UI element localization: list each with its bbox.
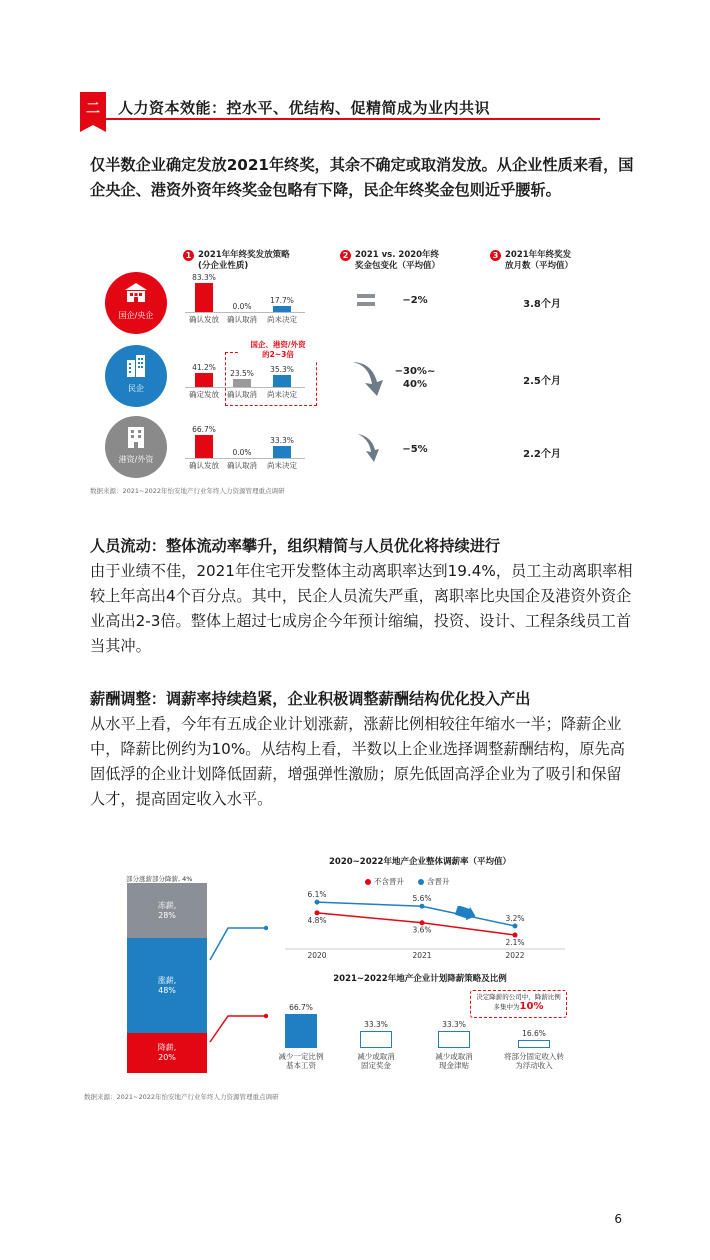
strategy-bar [195,283,213,312]
line-point [513,933,518,938]
col1-header [183,250,323,272]
circle-private-label: 民企 [128,384,144,393]
change-private: −30%~ 40% [394,366,436,390]
strategy-bar-value: 17.7% [270,295,294,305]
line-point [315,900,320,905]
months-soe: 3.8个月 [523,299,561,310]
legend-red-label: 不含晋升 [374,877,404,886]
legend-red-dot [365,879,371,885]
big-down-arrow-icon [350,358,386,398]
source-note-2: 数据来源：2021~2022年怡安地产行业年终人力资源管理重点调研 [84,1093,279,1101]
cut-callout-text: 决定降薪的公司中，降薪比例 多集中为 [476,993,561,1011]
strategy-bar [233,379,251,387]
stack-segment-label: 涨薪, 48% [157,975,177,995]
salary-heading: 薪酬调整：调薪率持续趋紧，企业积极调整薪酬结构优化投入产出 [90,690,531,708]
line-point-label: 5.6% [412,894,432,904]
strategy-bar-value: 66.7% [192,424,216,434]
row-baseline [185,312,305,313]
stack-segment-label: 降薪, 20% [157,1043,177,1063]
cut-bar [360,1031,392,1048]
line-chart-title: 2020~2022年地产企业整体调薪率（平均值） [329,857,511,867]
col3-number: 3 [490,250,501,261]
circle-foreign-label: 港资/外资 [118,455,154,464]
change-soe: −2% [402,295,428,306]
col2-number: 2 [340,250,351,261]
strategy-bar-value: 41.2% [192,362,216,372]
strategy-bar-value: 0.0% [232,302,252,311]
strategy-bar-value: 0.0% [232,448,252,457]
strategy-bar [273,446,291,458]
strategy-bar [273,375,291,387]
cut-bar-value: 33.3% [442,1020,466,1030]
circle-soe [105,272,167,334]
strategy-bar-label: 尚未决定 [267,461,297,470]
strategy-bar-label: 尚未决定 [267,390,297,399]
skyscraper-icon [124,425,148,449]
line-point-label: 3.2% [505,914,525,923]
col2-title: 2021 vs. 2020年终 奖金包变化（平均值） [355,250,441,271]
line-point [420,904,425,909]
col1-number: 1 [183,250,194,261]
connector-lines [208,920,268,1050]
strategy-bar [195,435,213,458]
circle-private [105,345,167,407]
strategy-bar-label: 确定发放 [189,390,219,399]
strategy-bar-value: 23.5% [230,368,254,378]
section-title: 人力资本效能：控水平、优结构、促精简成为业内共识 [118,99,491,117]
page-number: 6 [614,1212,622,1226]
line-point-label: 2.1% [505,938,525,948]
x-tick-label: 2021 [412,951,432,960]
strategy-bar [273,306,291,312]
strategy-bar-value: 33.3% [270,436,294,446]
cut-bar-label: 将部分固定收入转 为浮动收入 [504,1052,564,1070]
callout-text: 国企、港资/外资 的2~3倍 [238,340,318,360]
line-point [513,924,518,929]
line-point-label: 3.6% [412,925,432,935]
section-title-underline [80,118,600,120]
cut-bar-label: 减少一定比例 基本工资 [278,1052,324,1070]
x-tick-label: 2020 [307,951,327,960]
cut-bar-value: 16.6% [522,1028,546,1038]
source-note-1: 数据来源：2021~2022年怡安地产行业年终人力资源管理重点调研 [90,487,285,495]
salary-line-chart [265,890,585,960]
cut-bar [438,1031,470,1048]
circle-foreign [105,416,167,478]
row-baseline [185,387,305,388]
cut-callout [470,990,567,1018]
strategy-bar-label: 确认取消 [227,390,257,399]
legend-blue-label: 含晋升 [427,877,450,886]
strategy-bar-label: 确认取消 [227,461,257,470]
stack-segment-label: 冻薪, 28% [157,900,177,920]
line-legend [365,876,450,887]
stack-note: 部分涨薪部分降薪, 4% [126,875,193,883]
salary-paragraph: 从水平上看，今年有五成企业计划涨薪，涨薪比例相较往年缩水一半；降薪企业中，降薪比例约为10%。从结构上看，半数以上企业选择调整薪酬结构，原先高固低浮的企业计划降低固薪，增强弹性激励；原先低固高浮企业为了吸引和保留人才，提高固定收入水平。 [90,715,625,808]
cut-bar-value: 33.3% [364,1020,388,1030]
strategy-bar-label: 确认取消 [227,315,257,324]
x-tick-label: 2022 [505,951,525,960]
cut-chart-title: 2021~2022年地产企业计划降薪策略及比例 [333,974,507,984]
strategy-bar [195,373,213,387]
line-point [315,910,320,915]
col3-title: 2021年年终奖发 放月数（平均值） [505,250,574,271]
cut-bar [285,1014,317,1048]
cut-bar [518,1040,550,1048]
line-point-label: 6.1% [307,890,327,900]
strategy-bar-value: 35.3% [270,364,294,374]
col2-header [340,250,470,272]
col3-header [490,250,600,272]
building-icon [124,282,148,304]
col1-title: 2021年年终奖发放策略 (分企业性质) [198,250,290,271]
months-foreign: 2.2个月 [523,449,561,460]
cut-bar-label: 减少或取消 固定奖金 [357,1052,395,1070]
office-tower-icon [125,354,147,378]
strategy-bar-label: 尚未决定 [267,315,297,324]
turnover-paragraph: 由于业绩不佳，2021年住宅开发整体主动离职率达到19.4%，员工主动离职率相较上年高出4个百分点。其中，民企人员流失严重，离职率比央国企及港资外资企业高出2-3倍。整体上超过七成房企今年预计缩编，投资、设计、工程条线员工首当其冲。 [90,562,633,655]
line-point [420,920,425,925]
cut-bar-value: 66.7% [289,1003,313,1012]
turnover-heading: 人员流动：整体流动率攀升，组织精简与人员优化将持续进行 [90,537,501,555]
intro-paragraph: 仅半数企业确定发放2021年终奖，其余不确定或取消发放。从企业性质来看，国企央企、港资外资年终奖金包略有下降，民企年终奖金包则近乎腰斩。 [90,156,634,199]
legend-blue-dot [418,879,424,885]
months-private: 2.5个月 [523,376,561,387]
strategy-bar-label: 确认发放 [189,461,219,470]
cut-callout-value: 10% [519,1001,544,1012]
row-baseline [185,458,305,459]
small-down-arrow-icon [356,432,382,464]
equal-icon [357,293,375,307]
circle-soe-label: 国企/央企 [118,311,154,320]
change-foreign: −5% [402,444,428,455]
cut-bar-label: 减少或取消 现金津贴 [435,1052,473,1070]
strategy-bar-label: 确认发放 [189,315,219,324]
strategy-bar-value: 83.3% [192,273,216,283]
line-point-label: 4.8% [307,915,327,925]
section-badge-text: 二 [86,101,100,117]
